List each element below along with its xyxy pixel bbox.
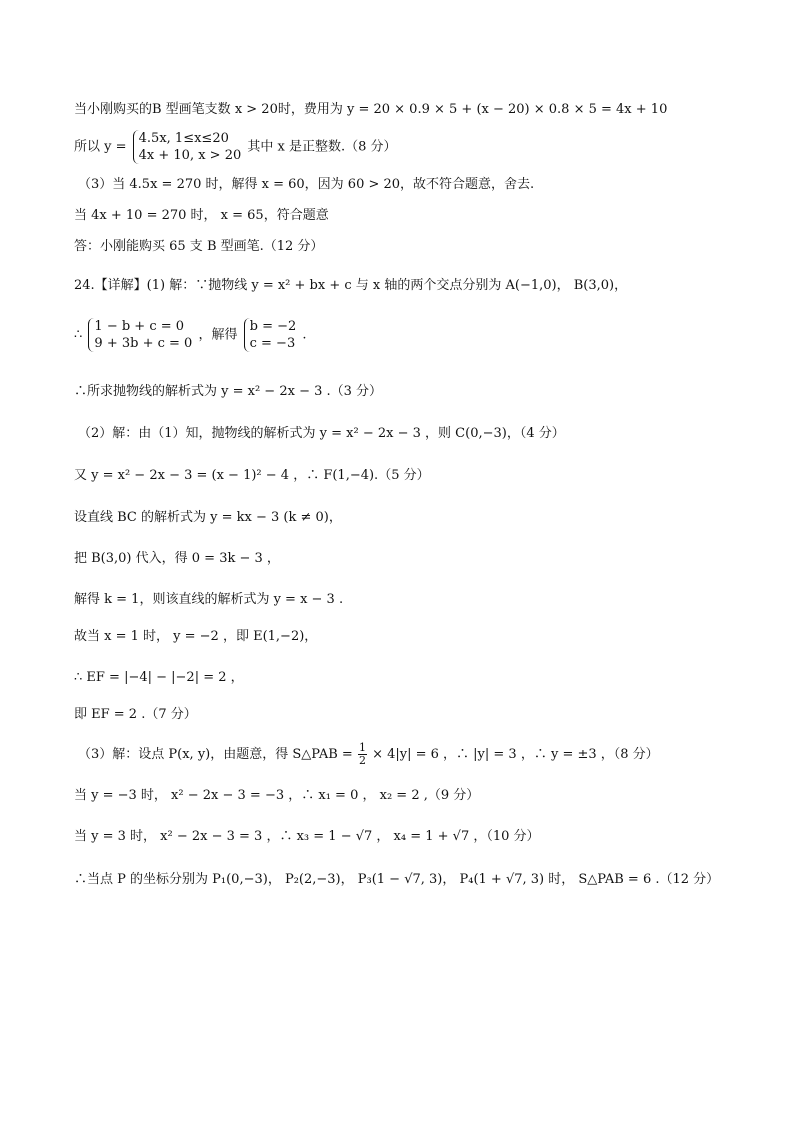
fraction-denominator: 2: [358, 754, 366, 767]
text-line: 即 EF = 2 .（7 分）: [74, 707, 197, 722]
text-line: ∴当点 P 的坐标分别为 P₁(0,−3)， P₂(2,−3)， P₃(1 − √7, 3)， P₄(1 + √7, 3) 时， S△PAB = 6 .（12 分）: [74, 872, 720, 887]
text-line: 解得 k = 1，则该直线的解析式为 y = x − 3 .: [74, 592, 344, 607]
text-line: 设直线 BC 的解析式为 y = kx − 3 (k ≠ 0)，: [74, 510, 342, 525]
text-fragment: 其中 x 是正整数.（8 分）: [247, 139, 397, 155]
text-line: 把 B(3,0) 代入，得 0 = 3k − 3 ，: [74, 551, 280, 566]
equation-system: [88, 318, 192, 352]
text-line: （3）当 4.5x = 270 时，解得 x = 60，因为 60 > 20，故不符合题意，舍去.: [78, 177, 535, 192]
text-line: 又 y = x² − 2x − 3 = (x − 1)² − 4 ，∴ F(1,−4).（5 分）: [74, 468, 430, 483]
text-line: 答：小刚能购买 65 支 B 型画笔.（12 分）: [74, 239, 324, 254]
text-line: 当 y = −3 时， x² − 2x − 3 = −3 ，∴ x₁ = 0 ， x₂ = 2 ,（9 分）: [74, 788, 480, 803]
text-fragment: ，解得: [198, 327, 238, 343]
text-fragment: 所以 y =: [74, 139, 127, 155]
text-fragment: （3）解：设点 P(x, y)，由题意，得 S△PAB =: [78, 747, 353, 762]
equation-2: 9 + 3b + c = 0: [94, 336, 193, 351]
text-fragment: ∴: [74, 327, 83, 343]
text-line: 当 y = 3 时， x² − 2x − 3 = 3 ，∴ x₃ = 1 − √7 ， x₄ = 1 + √7 ，（10 分）: [74, 829, 540, 844]
fraction-numerator: 1: [358, 741, 366, 754]
system-line: [74, 318, 307, 352]
solution-system: [244, 318, 297, 352]
text-fragment: × 4|y| = 6 ，∴ |y| = 3 ，∴ y = ±3 ，（8 分）: [372, 747, 659, 762]
area-line: [78, 742, 659, 767]
text-fragment: .: [302, 327, 307, 343]
text-line: 当 4x + 10 = 270 时， x = 65，符合题意: [74, 208, 329, 223]
text-line: ∴ EF = |−4| − |−2| = 2 ，: [74, 670, 244, 685]
fraction: [358, 742, 367, 767]
solution-2: c = −3: [249, 336, 296, 351]
piecewise-brace: [133, 130, 242, 164]
question-heading: 24.【详解】(1) 解：∵抛物线 y = x² + bx + c 与 x 轴的两个交点分别为 A(−1,0)， B(3,0)，: [74, 278, 628, 293]
piecewise-line: [74, 130, 397, 164]
text-line: 故当 x = 1 时， y = −2 ，即 E(1,−2)，: [74, 629, 318, 644]
equation-1: 1 − b + c = 0: [94, 319, 185, 334]
text-line: （2）解：由（1）知，抛物线的解析式为 y = x² − 2x − 3 ，则 C(0,−3)，（4 分）: [78, 426, 565, 441]
case-2: 4x + 10, x > 20: [138, 148, 242, 163]
case-1: 4.5x, 1≤x≤20: [138, 131, 229, 146]
text-line: 当小刚购买的B 型画笔支数 x > 20时，费用为 y = 20 × 0.9 × 5 + (x − 20) × 0.8 × 5 = 4x + 10: [74, 102, 668, 117]
solution-1: b = −2: [249, 319, 297, 334]
text-line: ∴所求抛物线的解析式为 y = x² − 2x − 3 .（3 分）: [74, 384, 383, 399]
